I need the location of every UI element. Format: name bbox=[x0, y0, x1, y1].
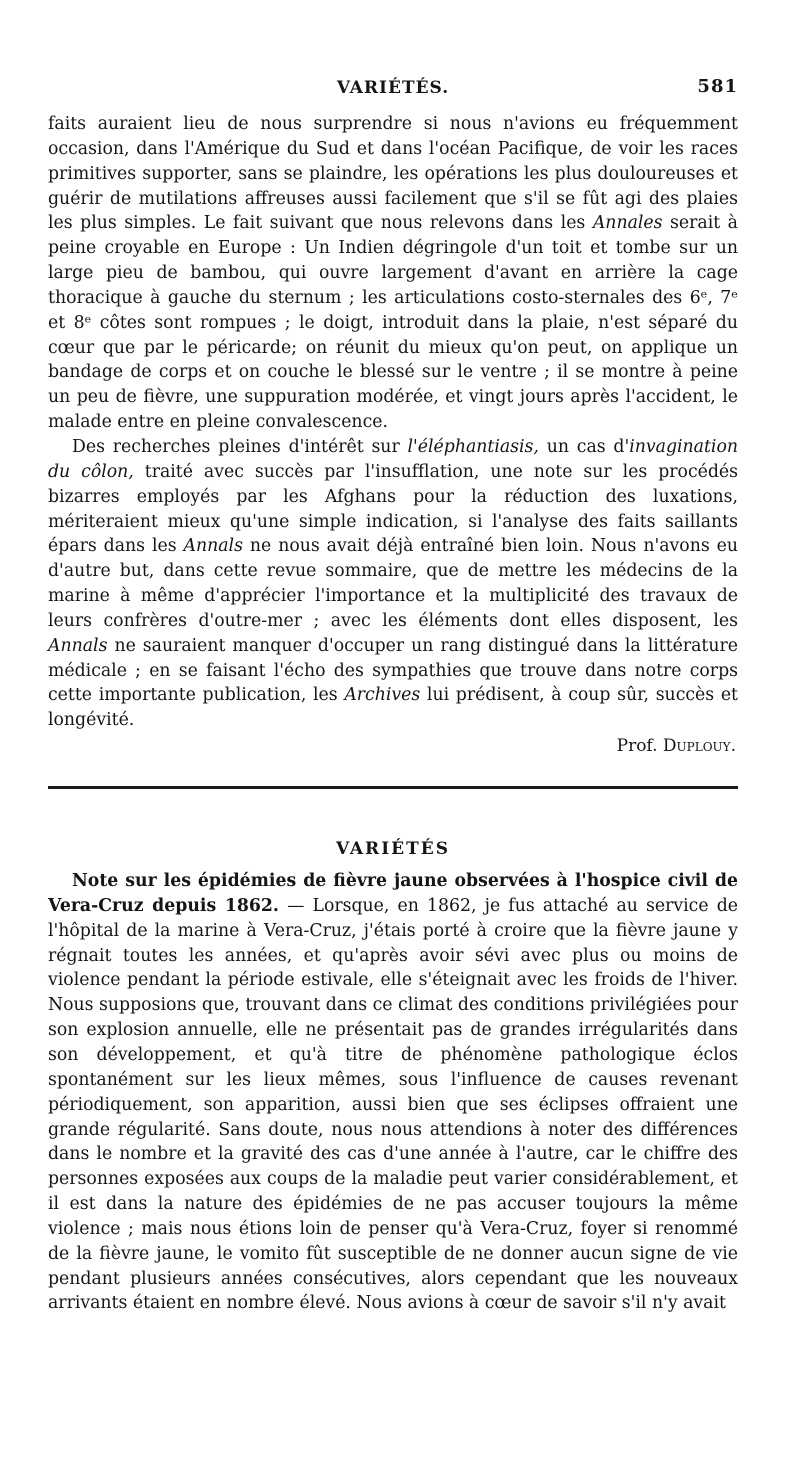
running-title: VARIÉTÉS. bbox=[336, 78, 450, 98]
note-lead-title: Note sur les épidémies de fièvre jaune observées à l'hospice civil de Vera-Cruz depuis 1862. bbox=[48, 871, 738, 916]
journal-name-annales: Annales bbox=[592, 213, 663, 234]
paragraph-2: Des recherches pleines d'intérêt sur l'éléphantiasis, un cas d'invagination du côlon, traité avec succès par l'insufflation, une note sur les procédés bizarres employés par les Afghans pour la réduction des luxations, mériteraient mieux qu'une simple indication, si l'analyse des faits saillants épars dans les Annals ne nous avait déjà entraîné bien loin. Nous n'avons eu d'autre but, dans cette revue sommaire, que de mettre les médecins de la marine à même d'apprécier l'importance et la multiplicité des travaux de leurs confrères d'outre-mer ; avec les éléments dont elles disposent, les Annals ne sauraient manquer d'occuper un rang distingué dans la littérature médicale ; en se faisant l'écho des sympathies que trouve dans notre corps cette importante publication, les Archives lui prédisent, à coup sûr, succès et longévité. bbox=[48, 436, 739, 731]
journal-name-archives: Archives bbox=[344, 685, 421, 706]
document-page bbox=[48, 72, 738, 1316]
running-header bbox=[48, 72, 738, 112]
paragraph-1: faits auraient lieu de nous surprendre si nous n'avions eu fréquemment occasion, dans l'Amérique du Sud et dans l'océan Pacifique, de voir les races primitives supporter, sans se plaindre, les opérations les plus douloureuses et guérir de mutilations affreuses aussi facilement que s'il se fût agi des plaies les plus simples. Le fait suivant que nous relevons dans les Annales serait à peine croyable en Europe : Un Indien dégringole d'un toit et tombe sur un large pieu de bambou, qui ouvre largement d'avant en arrière la cage thoracique à gauche du sternum ; les articulations costo-sternales des 6ᵉ, 7ᵉ et 8ᵉ côtes sont rompues ; le doigt, introduit dans la plaie, n'est séparé du cœur que par le péricarde; on réunit du mieux qu'on peut, on applique un bandage de corps et on couche le blessé sur le ventre ; il se montre à peine un peu de fièvre, une suppuration modérée, et vingt jours après l'accident, le malade entre en pleine convalescence. bbox=[48, 114, 738, 433]
journal-name-annals: Annals bbox=[183, 536, 243, 557]
paragraph-3: Note sur les épidémies de fièvre jaune observées à l'hospice civil de Vera-Cruz depuis 1862. — Lorsque, en 1862, je fus attaché au service de l'hôpital de la marine à Vera-Cruz, j'étais porté à croire que la fièvre jaune y régnait toutes les années, et qu'après avoir sévi avec plus ou moins de violence pendant la période estivale, elle s'éteignait avec les froids de l'hiver. Nous supposions que, trouvant dans ce climat des conditions privilégiées pour son explosion annuelle, elle ne présentait pas de grandes irrégularités dans son développement, et qu'à titre de phénomène pathologique éclos spontanément sur les lieux mêmes, sous l'influence de causes revenant périodiquement, son apparition, aussi bien que ses éclipses offraient une grande régularité. Sans doute, nous nous attendions à noter des différences dans le nombre et la gravité des cas d'une année à l'autre, car le chiffre des personnes exposées aux coups de la maladie peut varier considérablement, et il est dans la nature des épidémies de ne pas accuser toujours la même violence ; mais nous étions loin de penser qu'à Vera-Cruz, foyer si renommé de la fièvre jaune, le vomito fût susceptible de ne donner aucun signe de vie pendant plusieurs années consécutives, alors cependant que les nouveaux arrivants étaient en nombre élevé. Nous avions à cœur de savoir s'il n'y avait bbox=[48, 871, 738, 1314]
italic-term-invagination: invagination du côlon, bbox=[48, 436, 738, 482]
section-divider bbox=[48, 786, 738, 789]
author-signature: Prof. Duplouy. bbox=[616, 736, 736, 757]
page-number: 581 bbox=[697, 76, 738, 97]
italic-term-elephantiasis: l'éléphantiasis, bbox=[407, 436, 539, 457]
journal-name-annals-2: Annals bbox=[48, 635, 108, 656]
section-title: VARIÉTÉS bbox=[336, 839, 450, 860]
